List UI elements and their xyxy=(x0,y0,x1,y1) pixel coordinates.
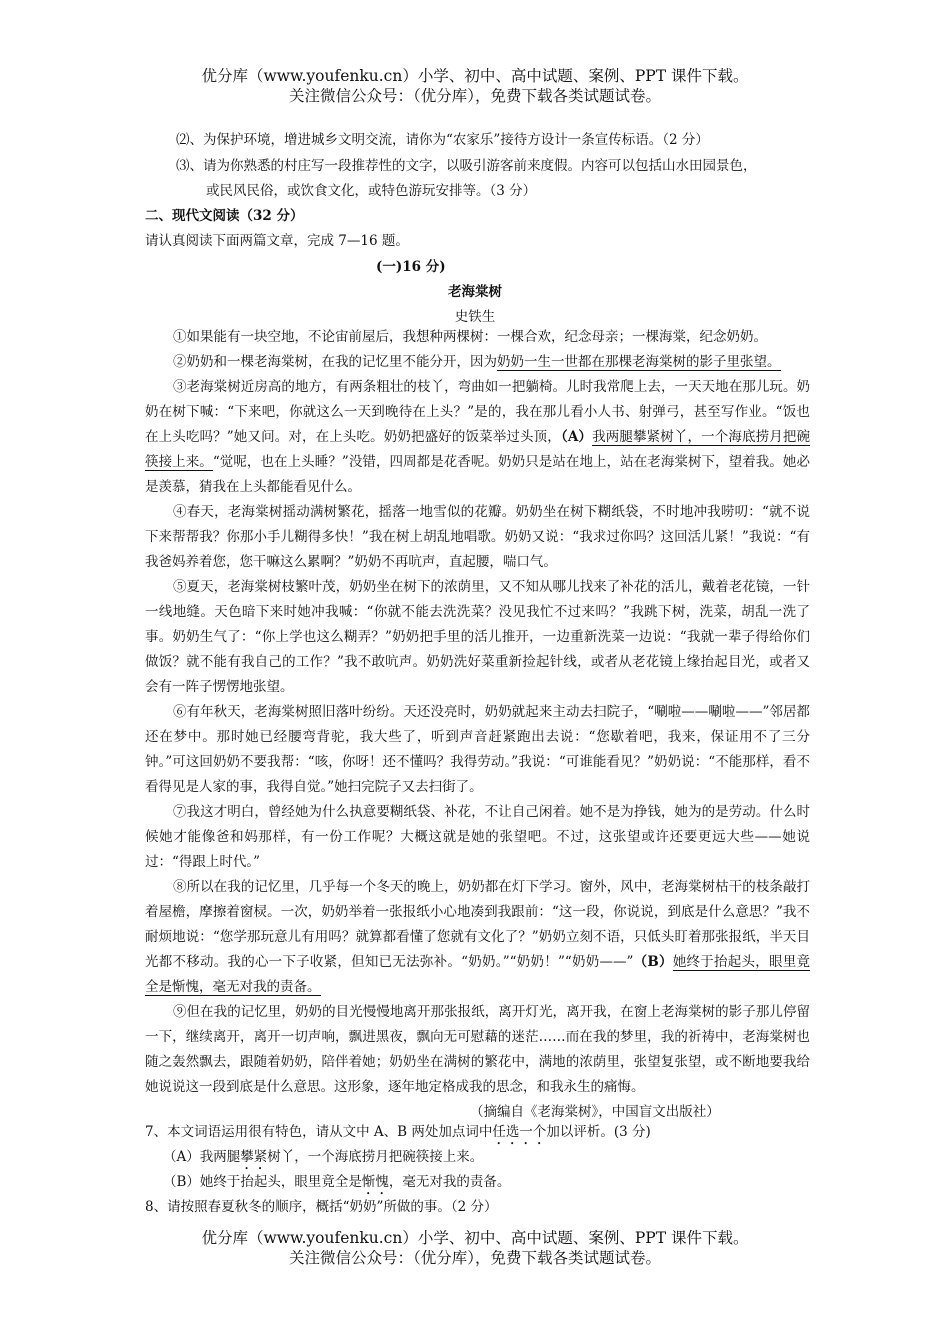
paragraph-3 xyxy=(145,375,810,500)
paragraph-1: ①如果能有一块空地，不论宙前屋后，我想种两棵树：一棵合欢，纪念母亲；一棵海棠，纪念奶奶。 xyxy=(173,329,767,345)
question-2: ⑵、为保护环境，增进城乡文明交流，请你为“农家乐”接待方设计一条宣传标语。（2 分） xyxy=(176,132,709,148)
paragraph-7: ⑦我这才明白，曾经她为什么执意要糊纸袋、补花，不让自己闲着。她不是为挣钱，她为的是劳动。什么时候她才能像爸和妈那样，有一份工作呢？大概这就是她的张望吧。不过，这张望或许还要更远大些——她说过：“得跟上时代。” xyxy=(145,804,810,870)
sentence-a-underlined: 我两腿攀紧树丫，一个海底捞月把碗筷接上来。 xyxy=(145,429,811,470)
question-7-dotted: 任选一个 xyxy=(492,1124,547,1140)
marker-b: （B） xyxy=(633,954,673,970)
paragraph-6: ⑥有年秋天，老海棠树照旧落叶纷纷。天还没亮时，奶奶就起来主动去扫院子，“唰啦——唰啦——”邻居都还在梦中。那时她已经腰弯背驼，我大些了，听到声音赶紧跑出去说：“您歇着吧，我来，保证用不了三分钟。”可这回奶奶不要我帮：“咳，你呀！还不懂吗？我得劳动。”我说：“可谁能看见？”奶奶说：“不能那样，看不看得见是人家的事，我得自觉。”她扫完院子又去扫街了。 xyxy=(145,704,810,795)
header-line-2: 关注微信公众号：（优分库），免费下载各类试题试卷。 xyxy=(288,87,661,105)
question-7-option-a xyxy=(163,1148,483,1173)
paragraph-2-underlined: 奶奶一生一世都在那棵老海棠树的影子里张望。 xyxy=(497,354,781,370)
footer-line-1: 优分库（www.youfenku.cn）小学、初中、高中试题、案例、PPT 课件下载。 xyxy=(201,1229,749,1247)
question-7-text-b: 加以评析。(3 分) xyxy=(546,1124,651,1140)
option-a-dotted-word: 攀紧 xyxy=(240,1149,268,1165)
question-7 xyxy=(145,1123,651,1148)
option-a-pre: （A）我两腿 xyxy=(163,1149,241,1165)
paragraph-5: ⑤夏天，老海棠树枝繁叶茂，奶奶坐在树下的浓荫里，又不知从哪儿找来了补花的活儿，戴着老花镜，一针一线地缝。天色暗下来时她冲我喊：“你就不能去洗洗菜？没见我忙不过来吗？”我跳下树，洗菜，胡乱一洗了事。奶奶生气了：“你上学也这么糊弄？”奶奶把手里的活儿推开，一边重新洗菜一边说：“我就一辈子得给你们做饭？就不能有我自己的工作？”我不敢吭声。奶奶洗好菜重新捡起针线，或者从老花镜上缘抬起目光，或者又会有一阵子愣愣地张望。 xyxy=(145,579,810,695)
sentence-b-underlined: 她终于抬起头，眼里竟全是惭愧，毫无对我的责备。 xyxy=(145,954,810,995)
article-title: 老海棠树 xyxy=(448,284,502,300)
section-instruction: 请认真阅读下面两篇文章，完成 7—16 题。 xyxy=(145,233,409,249)
section-title: 二、现代文阅读（32 分） xyxy=(145,208,304,224)
paragraph-2 xyxy=(145,350,810,375)
article-author: 史铁生 xyxy=(454,309,496,325)
paragraph-2-text: ②奶奶和一棵老海棠树，在我的记忆里不能分开，因为 xyxy=(173,354,497,370)
question-7-text-a: 7、本文词语运用很有特色，请从文中 A、B 两处加点词中 xyxy=(145,1124,493,1140)
marker-a: （A） xyxy=(560,429,593,445)
option-b-post: ，毫无对我的责备。 xyxy=(388,1174,511,1190)
paragraph-4: ④春天，老海棠树摇动满树繁花，摇落一地雪似的花瓣。奶奶坐在树下糊纸袋，不时地冲我唠叨：“就不说下来帮帮我？你那小手儿糊得多快！”我在树上胡乱地唱歌。奶奶又说：“我求过你吗？这回活儿紧！”我说：“有我爸妈养着您，您干嘛这么累啊？”奶奶不再吭声，直起腰，喘口气。 xyxy=(145,504,810,570)
question-3-line-2: 或民风民俗，或饮食文化，或特色游玩安排等。（3 分） xyxy=(206,183,537,199)
part-label: (一)16 分) xyxy=(376,259,446,275)
paragraph-3-text-a: ③老海棠树近房高的地方，有两条粗壮的枝丫，弯曲如一把躺椅。儿时我常爬上去，一天天地在那儿玩。奶奶在树下喊：“下来吧，你就这么一天到晚待在上头？”是的，我在那儿看小人书、射弹弓，甚至写作业。“饭也在上头吃吗？”她又问。对，在上头吃。奶奶把盛好的饭菜举过头顶， xyxy=(145,379,810,445)
paragraph-8 xyxy=(145,875,810,1000)
footer-line-2: 关注微信公众号：（优分库），免费下载各类试题试卷。 xyxy=(288,1249,661,1267)
header-line-1: 优分库（www.youfenku.cn）小学、初中、高中试题、案例、PPT 课件下载。 xyxy=(201,67,749,85)
option-b-pre: （B）她终于抬起头，眼里竟全是 xyxy=(163,1174,362,1190)
question-8: 8、请按照春夏秋冬的顺序，概括“奶奶”所做的事。（2 分） xyxy=(145,1199,498,1215)
paragraph-3-text-c: “觉呢，也在上头睡？”没错，四周都是花香呢。奶奶只是站在地上，站在老海棠树下，望着我。她必是羡慕，猜我在上头都能看见什么。 xyxy=(145,454,810,495)
option-a-post: 树丫，一个海底捞月把碗筷接上来。 xyxy=(267,1149,484,1165)
question-3-line-1: ⑶、请为你熟悉的村庄写一段推荐性的文字，以吸引游客前来度假。内容可以包括山水田园景色， xyxy=(176,158,757,174)
paragraph-8-text-a: ⑧所以在我的记忆里，几乎每一个冬天的晚上，奶奶都在灯下学习。窗外，风中，老海棠树枯干的枝条敲打着屋檐，摩擦着窗棂。一次，奶奶举着一张报纸小心地凑到我跟前：“这一段，你说说，到底是什么意思？”我不耐烦地说：“您学那玩意儿有用吗？就算都看懂了您就有文化了？”奶奶立刻不语，只低头盯着那张报纸，半天目光都不移动。我的心一下子收紧，但知已无法弥补。“奶奶。”“奶奶！”“奶奶——” xyxy=(145,879,810,970)
paragraph-9: ⑨但在我的记忆里，奶奶的目光慢慢地离开那张报纸，离开灯光，离开我，在窗上老海棠树的影子那儿停留一下，继续离开，离开一切声响，飘进黑夜，飘向无可慰藉的迷茫……而在我的梦里，我的祈祷中，老海棠树也随之轰然飘去，跟随着奶奶，陪伴着她；奶奶坐在满树的繁花中，满地的浓荫里，张望复张望，或不断地要我给她说说这一段到底是什么意思。这形象，逐年地定格成我的思念，和我永生的痛悔。 xyxy=(145,1004,810,1095)
option-b-dotted-word: 惭愧 xyxy=(361,1174,389,1190)
question-7-option-b xyxy=(163,1173,510,1198)
article-source: （摘编自《老海棠树》，中国盲文出版社） xyxy=(470,1104,720,1120)
